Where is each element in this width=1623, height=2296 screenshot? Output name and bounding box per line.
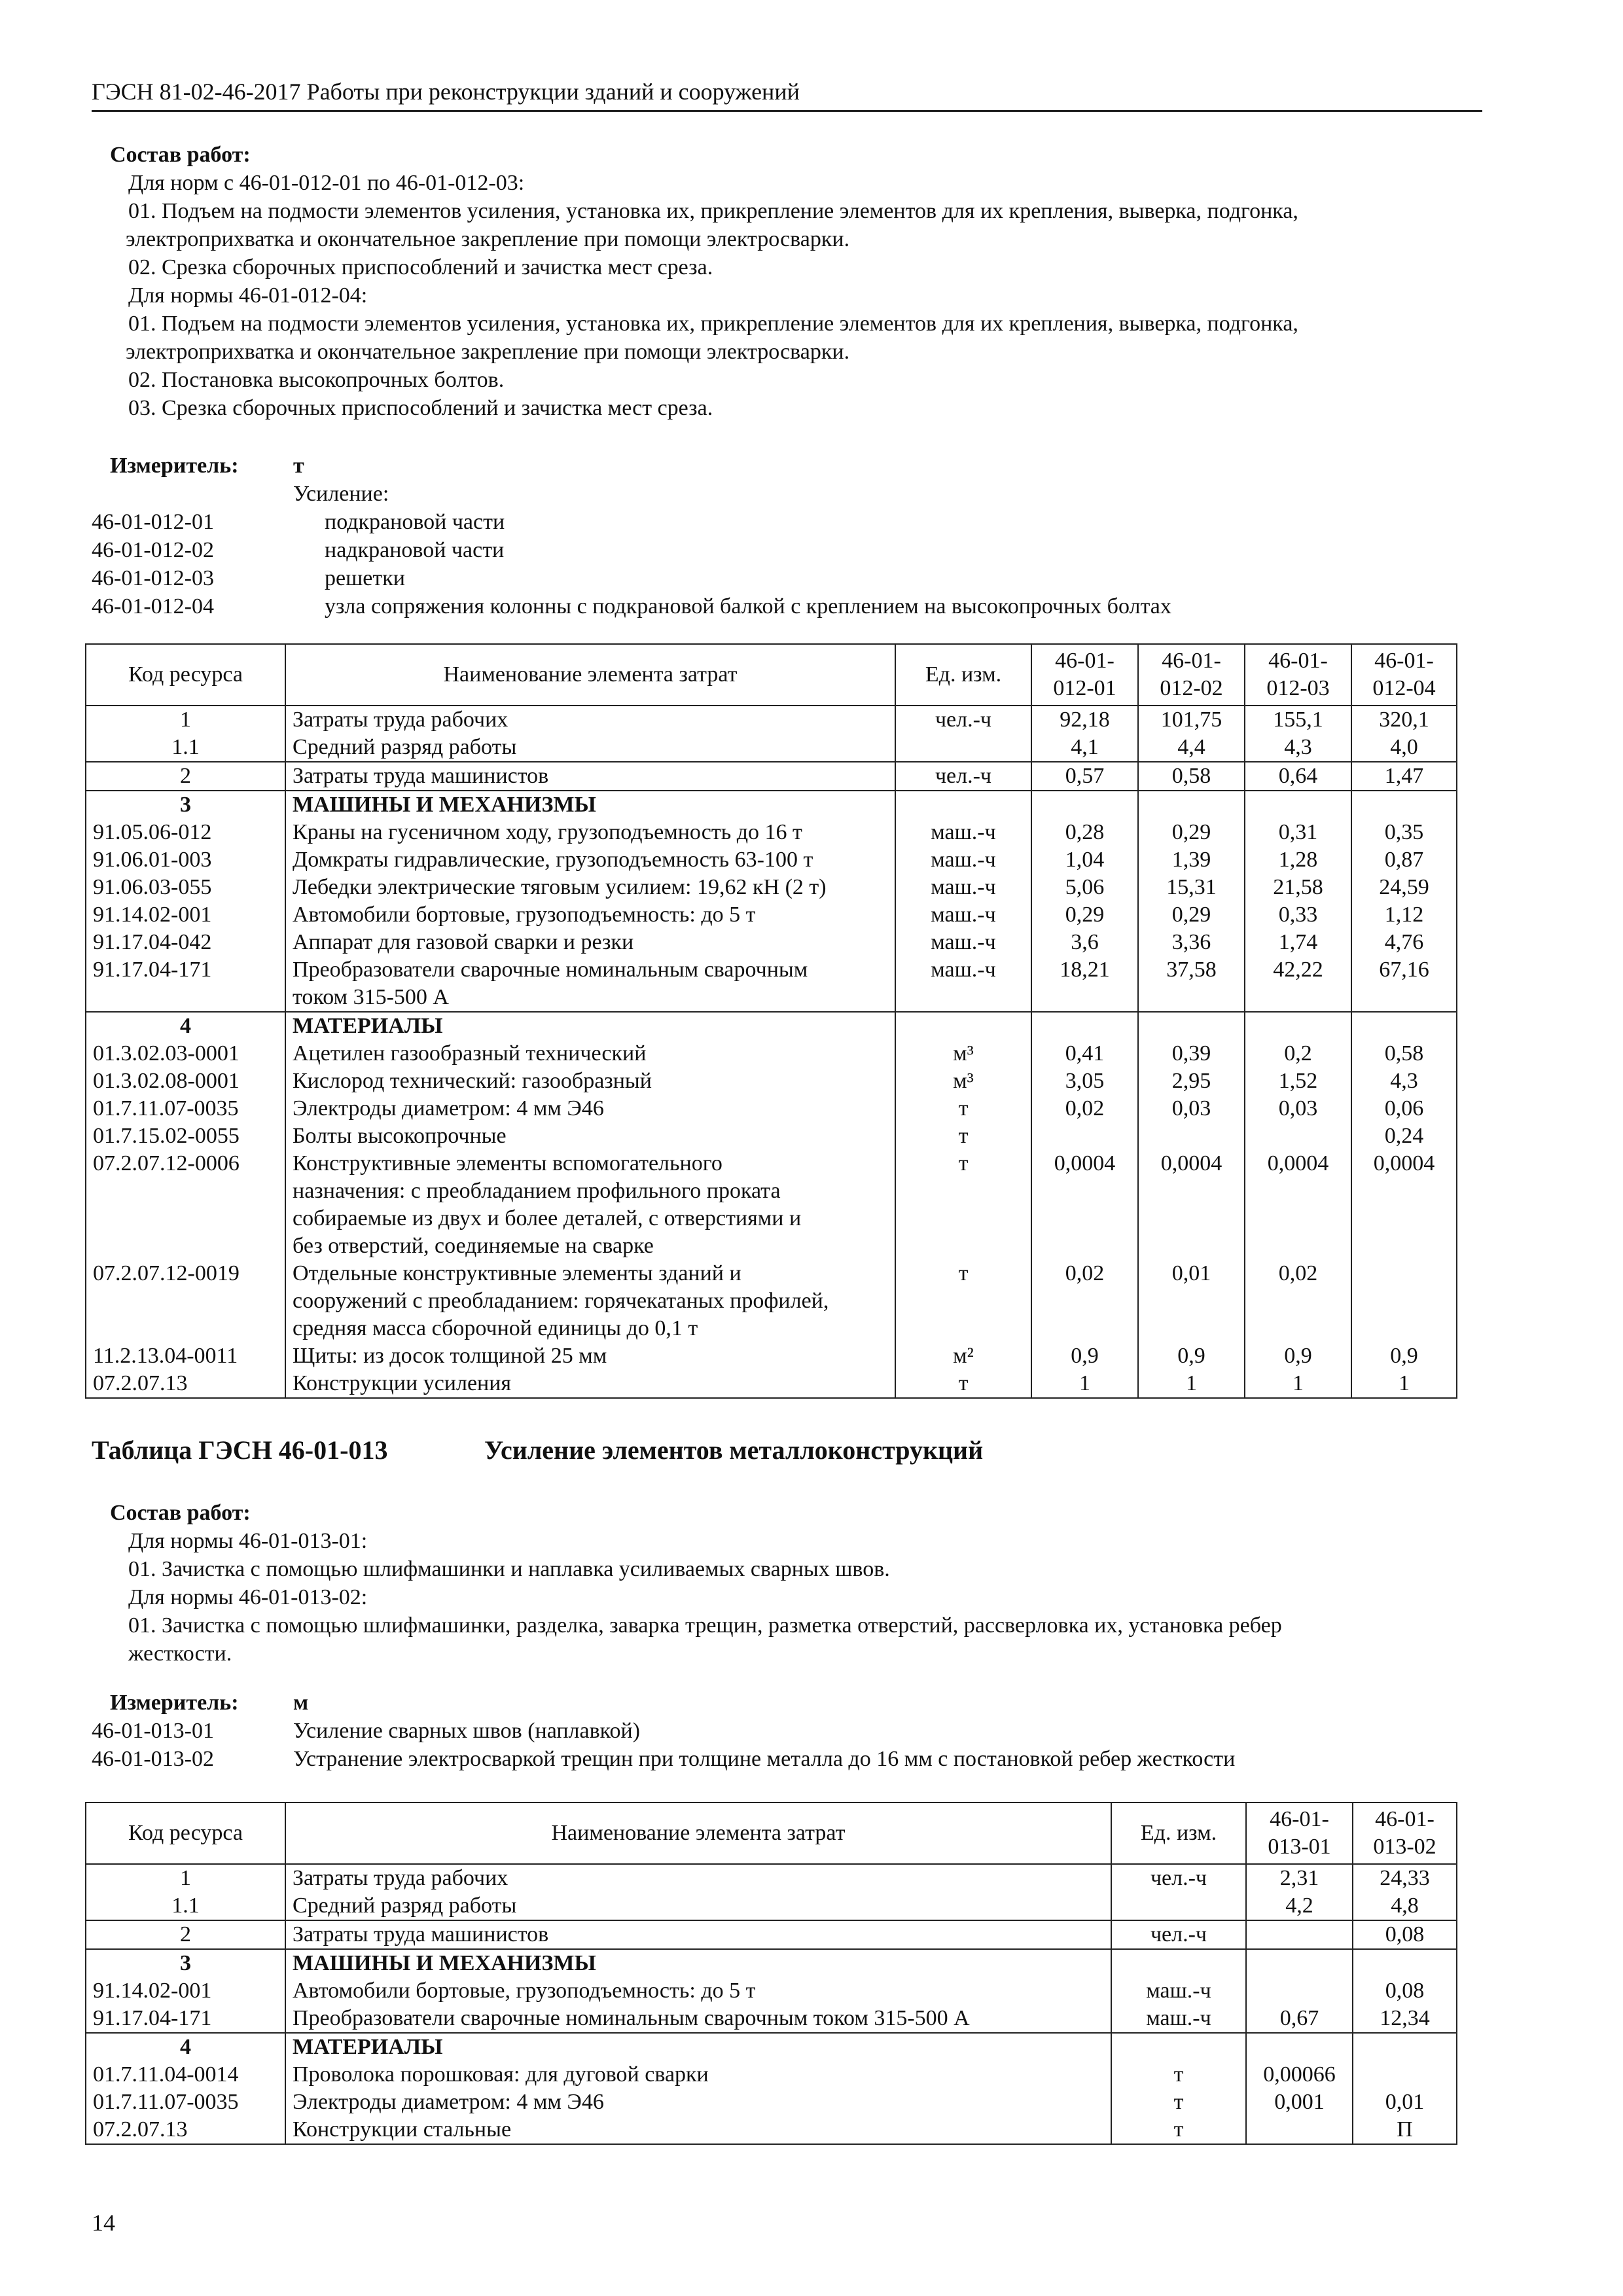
work-line: 01. Подъем на подмости элементов усиления, установка их, прикрепление элементов для их крепления, выверка, подгонка, <box>128 312 1298 336</box>
unit-cell: т <box>895 1370 1031 1398</box>
norm-name: надкрановой части <box>325 538 505 562</box>
resource-table-1 <box>85 643 1457 1399</box>
column-header: Код ресурса <box>86 644 285 706</box>
column-header: 46-01- 013-02 <box>1353 1803 1457 1864</box>
unit-cell <box>895 791 1031 819</box>
table-row <box>86 1342 1457 1370</box>
work-composition-1 <box>128 169 1489 422</box>
column-header: Ед. изм. <box>895 644 1031 706</box>
work-line: жесткости. <box>128 1641 232 1666</box>
norm-value-cell: 0,001 <box>1246 2089 1353 2116</box>
table-row <box>86 819 1457 846</box>
norm-value-cell: 0,39 <box>1138 1040 1245 1067</box>
norm-value-cell <box>1138 1012 1245 1040</box>
resource-code-cell: 01.7.15.02-0055 <box>86 1122 285 1150</box>
norm-value-cell: 0,2 <box>1245 1040 1351 1067</box>
norm-value-cell: 0,58 <box>1351 1040 1457 1067</box>
cost-element-name-cell: Конструкции усиления <box>285 1370 895 1398</box>
norm-value-cell: 18,21 <box>1031 956 1138 1012</box>
cost-element-name-cell: Затраты труда машинистов <box>285 1920 1111 1949</box>
cost-element-name-cell: Преобразователи сварочные номинальным сварочным током 315-500 А <box>285 2005 1111 2033</box>
work-line: 02. Постановка высокопрочных болтов. <box>128 368 505 392</box>
column-header: 46-01- 012-02 <box>1138 644 1245 706</box>
norm-value-cell <box>1245 1122 1351 1150</box>
work-line: Для нормы 46-01-013-01: <box>128 1529 368 1553</box>
unit-cell <box>1111 1949 1246 1977</box>
norm-value-cell: 4,3 <box>1351 1067 1457 1095</box>
table-row <box>86 2005 1457 2033</box>
resource-code-cell: 4 <box>86 2033 285 2061</box>
table-row <box>86 901 1457 929</box>
norm-value-cell: 0,06 <box>1351 1095 1457 1122</box>
norm-value-cell: 12,34 <box>1353 2005 1457 2033</box>
unit-cell: маш.-ч <box>895 819 1031 846</box>
resource-code-cell: 3 <box>86 791 285 819</box>
unit-cell: чел.-ч <box>1111 1920 1246 1949</box>
resource-code-cell: 3 <box>86 1949 285 1977</box>
norm-value-cell: 2,95 <box>1138 1067 1245 1095</box>
norm-value-cell <box>1031 791 1138 819</box>
table-row <box>86 956 1457 1012</box>
cost-element-name-cell: МАШИНЫ И МЕХАНИЗМЫ <box>285 1949 1111 1977</box>
unit-cell <box>895 1012 1031 1040</box>
norm-name: решетки <box>325 566 405 590</box>
unit-cell: т <box>1111 2089 1246 2116</box>
norm-value-cell <box>1246 2033 1353 2061</box>
unit-cell: маш.-ч <box>895 956 1031 1012</box>
norm-value-cell: 4,2 <box>1246 1892 1353 1920</box>
cost-element-name-cell: Аппарат для газовой сварки и резки <box>285 929 895 956</box>
norm-value-cell: 320,1 <box>1351 706 1457 734</box>
norm-value-cell: 4,8 <box>1353 1892 1457 1920</box>
norm-value-cell: П <box>1353 2116 1457 2144</box>
norm-name: Усиление сварных швов (наплавкой) <box>293 1719 640 1743</box>
resource-table-2 <box>85 1802 1457 2145</box>
resource-code-cell: 91.05.06-012 <box>86 819 285 846</box>
norm-value-cell: 0,02 <box>1245 1260 1351 1342</box>
table-row <box>86 2089 1457 2116</box>
norm-value-cell: 0,08 <box>1353 1977 1457 2005</box>
cost-element-name-cell: Затраты труда рабочих <box>285 706 895 734</box>
norm-value-cell <box>1351 1012 1457 1040</box>
resource-code-cell: 4 <box>86 1012 285 1040</box>
resource-code-cell: 91.14.02-001 <box>86 901 285 929</box>
measure-unit-2: м <box>293 1691 309 1715</box>
norm-value-cell <box>1351 791 1457 819</box>
norm-value-cell: 1 <box>1351 1370 1457 1398</box>
norm-value-cell: 4,4 <box>1138 734 1245 762</box>
norm-value-cell <box>1246 1977 1353 2005</box>
norm-value-cell <box>1353 2061 1457 2089</box>
norm-code: 46-01-012-02 <box>92 538 214 562</box>
column-header: 46-01- 012-04 <box>1351 644 1457 706</box>
norm-value-cell: 0,41 <box>1031 1040 1138 1067</box>
work-line: Для нормы 46-01-012-04: <box>128 283 368 308</box>
norm-value-cell: 0,64 <box>1245 762 1351 791</box>
norm-value-cell: 0,57 <box>1031 762 1138 791</box>
norm-value-cell: 0,02 <box>1031 1260 1138 1342</box>
norm-code: 46-01-012-04 <box>92 594 214 619</box>
resource-code-cell: 01.7.11.07-0035 <box>86 1095 285 1122</box>
work-line: 01. Зачистка с помощью шлифмашинки и наплавка усиливаемых сварных швов. <box>128 1557 890 1581</box>
table-row <box>86 791 1457 819</box>
table-row <box>86 874 1457 901</box>
norm-value-cell: 0,00066 <box>1246 2061 1353 2089</box>
norm-value-cell: 21,58 <box>1245 874 1351 901</box>
norm-value-cell: 37,58 <box>1138 956 1245 1012</box>
table-row <box>86 734 1457 762</box>
unit-cell: маш.-ч <box>895 929 1031 956</box>
resource-code-cell: 91.06.01-003 <box>86 846 285 874</box>
table-row <box>86 1012 1457 1040</box>
table-row <box>86 1949 1457 1977</box>
cost-element-name-cell: Средний разряд работы <box>285 1892 1111 1920</box>
norm-value-cell: 1 <box>1031 1370 1138 1398</box>
unit-cell: т <box>895 1095 1031 1122</box>
work-line: 02. Срезка сборочных приспособлений и зачистка мест среза. <box>128 255 713 279</box>
norm-value-cell: 0,03 <box>1245 1095 1351 1122</box>
cost-element-name-cell: Кислород технический: газообразный <box>285 1067 895 1095</box>
resource-code-cell: 1 <box>86 1864 285 1892</box>
norm-value-cell: 0,9 <box>1245 1342 1351 1370</box>
unit-cell <box>1111 2033 1246 2061</box>
work-line: электроприхватка и окончательное закрепление при помощи электросварки. <box>126 227 850 251</box>
unit-cell: маш.-ч <box>895 901 1031 929</box>
unit-cell: т <box>895 1150 1031 1260</box>
resource-code-cell: 07.2.07.12-0006 <box>86 1150 285 1260</box>
norm-name: подкрановой части <box>325 510 505 534</box>
norm-value-cell: 0,0004 <box>1245 1150 1351 1260</box>
work-composition-title-1: Состав работ: <box>110 143 251 167</box>
norm-value-cell: 4,3 <box>1245 734 1351 762</box>
norm-value-cell: 3,05 <box>1031 1067 1138 1095</box>
column-header: Наименование элемента затрат <box>285 644 895 706</box>
cost-element-name-cell: МАТЕРИАЛЫ <box>285 1012 895 1040</box>
cost-element-name-cell: Лебедки электрические тяговым усилием: 19,62 кН (2 т) <box>285 874 895 901</box>
table-title-name: Усиление элементов металлоконструкций <box>484 1435 984 1465</box>
norm-value-cell <box>1245 791 1351 819</box>
resource-code-cell: 91.17.04-042 <box>86 929 285 956</box>
norm-value-cell: 15,31 <box>1138 874 1245 901</box>
work-line: Для нормы 46-01-013-02: <box>128 1585 368 1609</box>
norm-value-cell: 0,67 <box>1246 2005 1353 2033</box>
table-row <box>86 2061 1457 2089</box>
norm-code: 46-01-012-03 <box>92 566 214 590</box>
norm-value-cell <box>1246 1949 1353 1977</box>
norm-value-cell: 0,58 <box>1138 762 1245 791</box>
table-row <box>86 1920 1457 1949</box>
cost-element-name-cell: Затраты труда рабочих <box>285 1864 1111 1892</box>
norm-value-cell: 3,6 <box>1031 929 1138 956</box>
column-header: Наименование элемента затрат <box>285 1803 1111 1864</box>
norm-value-cell: 4,0 <box>1351 734 1457 762</box>
norm-value-cell: 24,59 <box>1351 874 1457 901</box>
resource-code-cell: 01.3.02.08-0001 <box>86 1067 285 1095</box>
reinforcement-label: Усиление: <box>293 482 389 506</box>
resource-code-cell: 01.7.11.07-0035 <box>86 2089 285 2116</box>
unit-cell: маш.-ч <box>895 846 1031 874</box>
unit-cell: чел.-ч <box>895 762 1031 791</box>
table-row <box>86 2116 1457 2144</box>
table-row <box>86 2033 1457 2061</box>
norm-value-cell <box>1245 1012 1351 1040</box>
unit-cell: т <box>895 1122 1031 1150</box>
table-row <box>86 846 1457 874</box>
norm-value-cell: 1,52 <box>1245 1067 1351 1095</box>
norm-value-cell <box>1353 2033 1457 2061</box>
table-row <box>86 1260 1457 1342</box>
norm-value-cell: 1,39 <box>1138 846 1245 874</box>
norm-code: 46-01-012-01 <box>92 510 214 534</box>
column-header: Ед. изм. <box>1111 1803 1246 1864</box>
cost-element-name-cell: Домкраты гидравлические, грузоподъемность 63-100 т <box>285 846 895 874</box>
norm-value-cell: 1,47 <box>1351 762 1457 791</box>
unit-cell: т <box>1111 2116 1246 2144</box>
resource-code-cell: 2 <box>86 1920 285 1949</box>
norm-value-cell: 0,9 <box>1138 1342 1245 1370</box>
work-composition-title-2: Состав работ: <box>110 1501 251 1525</box>
norm-value-cell <box>1246 1920 1353 1949</box>
column-header: 46-01- 013-01 <box>1246 1803 1353 1864</box>
cost-element-name-cell: Электроды диаметром: 4 мм Э46 <box>285 2089 1111 2116</box>
norm-name: узла сопряжения колонны с подкрановой балкой с креплением на высокопрочных болтах <box>325 594 1171 619</box>
resource-code-cell: 91.17.04-171 <box>86 2005 285 2033</box>
norm-value-cell: 101,75 <box>1138 706 1245 734</box>
norm-value-cell <box>1031 1012 1138 1040</box>
cost-element-name-cell: Преобразователи сварочные номинальным сварочным током 315-500 А <box>285 956 895 1012</box>
resource-code-cell: 91.14.02-001 <box>86 1977 285 2005</box>
table-row <box>86 1370 1457 1398</box>
norm-value-cell: 0,02 <box>1031 1095 1138 1122</box>
norm-value-cell: 0,87 <box>1351 846 1457 874</box>
unit-cell: м² <box>895 1342 1031 1370</box>
norm-value-cell: 4,1 <box>1031 734 1138 762</box>
measure-label-1: Измеритель: <box>110 454 239 478</box>
norm-value-cell <box>1353 1949 1457 1977</box>
norm-value-cell: 0,01 <box>1353 2089 1457 2116</box>
norm-value-cell: 5,06 <box>1031 874 1138 901</box>
norm-value-cell <box>1138 791 1245 819</box>
norm-value-cell: 0,0004 <box>1351 1150 1457 1260</box>
unit-cell <box>1111 1892 1246 1920</box>
unit-cell: маш.-ч <box>1111 1977 1246 2005</box>
norm-value-cell: 1 <box>1245 1370 1351 1398</box>
norm-value-cell: 0,29 <box>1031 901 1138 929</box>
measure-label-2: Измеритель: <box>110 1691 239 1715</box>
norm-code: 46-01-013-01 <box>92 1719 214 1743</box>
table-header-row <box>86 644 1457 706</box>
work-line: электроприхватка и окончательное закрепление при помощи электросварки. <box>126 340 850 364</box>
cost-element-name-cell: Отдельные конструктивные элементы зданий и сооружений с преобладанием: горячекатаных профилей, средняя масса сборочной единицы до 0,1 т <box>285 1260 895 1342</box>
norm-value-cell: 0,33 <box>1245 901 1351 929</box>
norm-value-cell: 67,16 <box>1351 956 1457 1012</box>
column-header: Код ресурса <box>86 1803 285 1864</box>
unit-cell: м³ <box>895 1040 1031 1067</box>
column-header: 46-01- 012-01 <box>1031 644 1138 706</box>
norm-name: Устранение электросваркой трещин при толщине металла до 16 мм с постановкой ребер жесткости <box>293 1747 1236 1771</box>
norm-value-cell <box>1138 1122 1245 1150</box>
cost-element-name-cell: Затраты труда машинистов <box>285 762 895 791</box>
unit-cell: чел.-ч <box>895 706 1031 734</box>
table-row <box>86 1864 1457 1892</box>
norm-value-cell: 0,31 <box>1245 819 1351 846</box>
measure-unit-1: т <box>293 454 304 478</box>
resource-code-cell: 01.3.02.03-0001 <box>86 1040 285 1067</box>
norm-value-cell <box>1246 2116 1353 2144</box>
unit-cell <box>895 734 1031 762</box>
table-row <box>86 1150 1457 1260</box>
column-header: 46-01- 012-03 <box>1245 644 1351 706</box>
unit-cell: чел.-ч <box>1111 1864 1246 1892</box>
norm-value-cell: 3,36 <box>1138 929 1245 956</box>
cost-element-name-cell: МАШИНЫ И МЕХАНИЗМЫ <box>285 791 895 819</box>
table-row <box>86 1067 1457 1095</box>
running-header: ГЭСН 81-02-46-2017 Работы при реконструкции зданий и сооружений <box>92 77 1482 112</box>
unit-cell: маш.-ч <box>1111 2005 1246 2033</box>
norm-value-cell: 1,74 <box>1245 929 1351 956</box>
norm-value-cell: 0,01 <box>1138 1260 1245 1342</box>
cost-element-name-cell: Средний разряд работы <box>285 734 895 762</box>
table-row <box>86 1977 1457 2005</box>
norm-value-cell: 1,12 <box>1351 901 1457 929</box>
norm-value-cell: 92,18 <box>1031 706 1138 734</box>
table-title-label: Таблица ГЭСН 46-01-013 <box>92 1435 388 1465</box>
cost-element-name-cell: Ацетилен газообразный технический <box>285 1040 895 1067</box>
norm-value-cell: 1 <box>1138 1370 1245 1398</box>
resource-code-cell: 01.7.11.04-0014 <box>86 2061 285 2089</box>
resource-code-cell: 1 <box>86 706 285 734</box>
cost-element-name-cell: МАТЕРИАЛЫ <box>285 2033 1111 2061</box>
cost-element-name-cell: Конструктивные элементы вспомогательного назначения: с преобладанием профильного проката собираемые из двух и более деталей, с отверстиями и без отверстий, соединяемые на сварке <box>285 1150 895 1260</box>
table-row <box>86 1040 1457 1067</box>
norm-value-cell: 155,1 <box>1245 706 1351 734</box>
norm-value-cell: 0,03 <box>1138 1095 1245 1122</box>
norm-value-cell: 0,0004 <box>1138 1150 1245 1260</box>
norm-value-cell: 4,76 <box>1351 929 1457 956</box>
cost-element-name-cell: Краны на гусеничном ходу, грузоподъемность до 16 т <box>285 819 895 846</box>
norm-value-cell <box>1031 1122 1138 1150</box>
cost-element-name-cell: Проволока порошковая: для дуговой сварки <box>285 2061 1111 2089</box>
resource-code-cell: 1.1 <box>86 734 285 762</box>
norm-value-cell: 0,9 <box>1351 1342 1457 1370</box>
table-row <box>86 706 1457 734</box>
table-row <box>86 1892 1457 1920</box>
resource-code-cell: 91.06.03-055 <box>86 874 285 901</box>
norm-value-cell: 0,08 <box>1353 1920 1457 1949</box>
norm-value-cell: 0,29 <box>1138 819 1245 846</box>
resource-code-cell: 07.2.07.13 <box>86 2116 285 2144</box>
work-line: 01. Зачистка с помощью шлифмашинки, разделка, заварка трещин, разметка отверстий, рассверловка их, установка ребер <box>128 1613 1282 1638</box>
norm-value-cell: 0,29 <box>1138 901 1245 929</box>
norm-value-cell <box>1351 1260 1457 1342</box>
cost-element-name-cell: Электроды диаметром: 4 мм Э46 <box>285 1095 895 1122</box>
unit-cell: т <box>1111 2061 1246 2089</box>
cost-element-name-cell: Болты высокопрочные <box>285 1122 895 1150</box>
norm-code: 46-01-013-02 <box>92 1747 214 1771</box>
table-row <box>86 1122 1457 1150</box>
resource-code-cell: 11.2.13.04-0011 <box>86 1342 285 1370</box>
unit-cell: м³ <box>895 1067 1031 1095</box>
work-composition-2 <box>128 1527 1489 1668</box>
work-line: 03. Срезка сборочных приспособлений и зачистка мест среза. <box>128 396 713 420</box>
norm-value-cell: 0,28 <box>1031 819 1138 846</box>
page-number: 14 <box>92 2210 115 2236</box>
norm-value-cell: 24,33 <box>1353 1864 1457 1892</box>
table-row <box>86 1095 1457 1122</box>
cost-element-name-cell: Автомобили бортовые, грузоподъемность: до 5 т <box>285 1977 1111 2005</box>
cost-element-name-cell: Конструкции стальные <box>285 2116 1111 2144</box>
norm-value-cell: 1,28 <box>1245 846 1351 874</box>
resource-code-cell: 91.17.04-171 <box>86 956 285 1012</box>
norm-value-cell: 1,04 <box>1031 846 1138 874</box>
work-line: 01. Подъем на подмости элементов усиления, установка их, прикрепление элементов для их крепления, выверка, подгонка, <box>128 199 1298 223</box>
unit-cell: т <box>895 1260 1031 1342</box>
resource-code-cell: 07.2.07.12-0019 <box>86 1260 285 1342</box>
norm-value-cell: 0,0004 <box>1031 1150 1138 1260</box>
resource-code-cell: 07.2.07.13 <box>86 1370 285 1398</box>
work-line: Для норм с 46-01-012-01 по 46-01-012-03: <box>128 171 525 195</box>
table-row <box>86 929 1457 956</box>
norm-value-cell: 0,9 <box>1031 1342 1138 1370</box>
resource-code-cell: 1.1 <box>86 1892 285 1920</box>
norm-value-cell: 0,24 <box>1351 1122 1457 1150</box>
resource-code-cell: 2 <box>86 762 285 791</box>
cost-element-name-cell: Щиты: из досок толщиной 25 мм <box>285 1342 895 1370</box>
norm-value-cell: 2,31 <box>1246 1864 1353 1892</box>
norm-value-cell: 42,22 <box>1245 956 1351 1012</box>
unit-cell: маш.-ч <box>895 874 1031 901</box>
cost-element-name-cell: Автомобили бортовые, грузоподъемность: до 5 т <box>285 901 895 929</box>
table-header-row <box>86 1803 1457 1864</box>
table-row <box>86 762 1457 791</box>
norm-value-cell: 0,35 <box>1351 819 1457 846</box>
